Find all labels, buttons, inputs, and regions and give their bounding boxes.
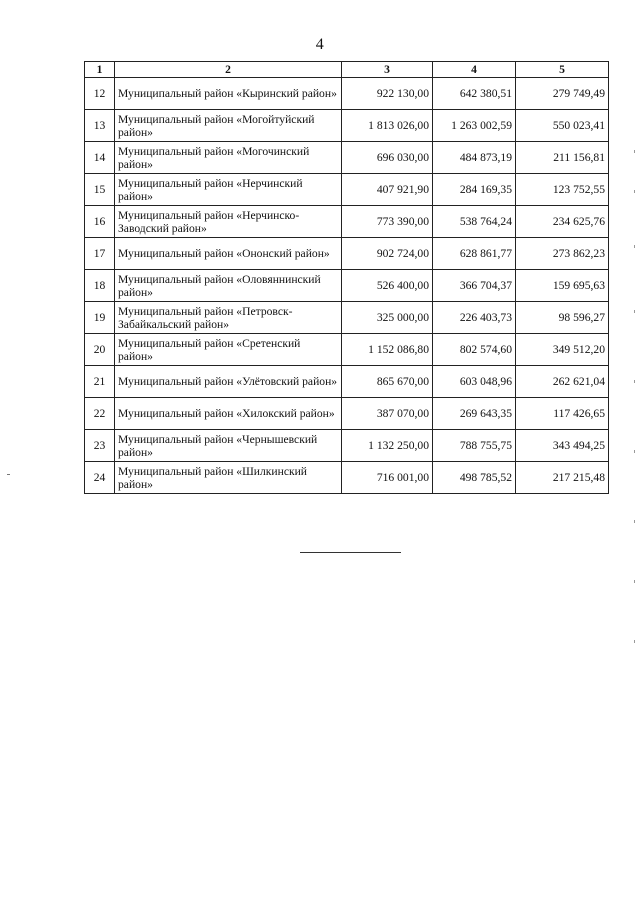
cell-number: 16 bbox=[85, 206, 115, 238]
column-header-1: 1 bbox=[85, 62, 115, 78]
cell-district-name: Муниципальный район «Кыринский район» bbox=[115, 78, 342, 110]
cell-value-col3: 1 813 026,00 bbox=[342, 110, 433, 142]
cell-value-col4: 788 755,75 bbox=[433, 430, 516, 462]
cell-district-name: Муниципальный район «Нерчинский район» bbox=[115, 174, 342, 206]
cell-number: 24 bbox=[85, 462, 115, 494]
cell-value-col5: 98 596,27 bbox=[516, 302, 609, 334]
cell-value-col5: 273 862,23 bbox=[516, 238, 609, 270]
table-row bbox=[85, 366, 609, 398]
signature-line bbox=[300, 552, 401, 553]
table-row bbox=[85, 270, 609, 302]
page-number: 4 bbox=[315, 36, 325, 53]
column-header-5: 5 bbox=[516, 62, 609, 78]
table-row bbox=[85, 110, 609, 142]
cell-number: 12 bbox=[85, 78, 115, 110]
table-row bbox=[85, 398, 609, 430]
column-header-3: 3 bbox=[342, 62, 433, 78]
cell-district-name: Муниципальный район «Улётовский район» bbox=[115, 366, 342, 398]
cell-district-name: Муниципальный район «Могочинский район» bbox=[115, 142, 342, 174]
cell-district-name: Муниципальный район «Оловяннинский район» bbox=[115, 270, 342, 302]
cell-value-col4: 628 861,77 bbox=[433, 238, 516, 270]
cell-value-col5: 234 625,76 bbox=[516, 206, 609, 238]
cell-district-name: Муниципальный район «Чернышевский район» bbox=[115, 430, 342, 462]
cell-value-col5: 349 512,20 bbox=[516, 334, 609, 366]
cell-value-col4: 603 048,96 bbox=[433, 366, 516, 398]
cell-value-col4: 498 785,52 bbox=[433, 462, 516, 494]
cell-value-col3: 696 030,00 bbox=[342, 142, 433, 174]
cell-value-col3: 902 724,00 bbox=[342, 238, 433, 270]
cell-district-name: Муниципальный район «Хилокский район» bbox=[115, 398, 342, 430]
cell-value-col4: 642 380,51 bbox=[433, 78, 516, 110]
cell-value-col5: 343 494,25 bbox=[516, 430, 609, 462]
cell-value-col5: 279 749,49 bbox=[516, 78, 609, 110]
cell-value-col4: 284 169,35 bbox=[433, 174, 516, 206]
table-row bbox=[85, 302, 609, 334]
cell-number: 20 bbox=[85, 334, 115, 366]
cell-value-col3: 387 070,00 bbox=[342, 398, 433, 430]
cell-number: 23 bbox=[85, 430, 115, 462]
cell-number: 15 bbox=[85, 174, 115, 206]
cell-value-col4: 226 403,73 bbox=[433, 302, 516, 334]
data-table bbox=[84, 61, 609, 494]
cell-value-col4: 802 574,60 bbox=[433, 334, 516, 366]
cell-value-col3: 407 921,90 bbox=[342, 174, 433, 206]
cell-number: 21 bbox=[85, 366, 115, 398]
cell-value-col5: 117 426,65 bbox=[516, 398, 609, 430]
table-row bbox=[85, 174, 609, 206]
cell-district-name: Муниципальный район «Сретенский район» bbox=[115, 334, 342, 366]
cell-district-name: Муниципальный район «Ононский район» bbox=[115, 238, 342, 270]
cell-value-col4: 538 764,24 bbox=[433, 206, 516, 238]
cell-district-name: Муниципальный район «Могойтуйский район» bbox=[115, 110, 342, 142]
table-body bbox=[85, 78, 609, 494]
cell-value-col4: 366 704,37 bbox=[433, 270, 516, 302]
cell-value-col4: 484 873,19 bbox=[433, 142, 516, 174]
cell-value-col4: 269 643,35 bbox=[433, 398, 516, 430]
cell-value-col5: 123 752,55 bbox=[516, 174, 609, 206]
cell-value-col5: 159 695,63 bbox=[516, 270, 609, 302]
table-row bbox=[85, 334, 609, 366]
cell-value-col5: 262 621,04 bbox=[516, 366, 609, 398]
cell-value-col3: 1 152 086,80 bbox=[342, 334, 433, 366]
table-row bbox=[85, 142, 609, 174]
cell-value-col5: 550 023,41 bbox=[516, 110, 609, 142]
table-row bbox=[85, 206, 609, 238]
table-header-row bbox=[85, 62, 609, 78]
cell-number: 14 bbox=[85, 142, 115, 174]
cell-number: 17 bbox=[85, 238, 115, 270]
cell-number: 22 bbox=[85, 398, 115, 430]
cell-value-col3: 773 390,00 bbox=[342, 206, 433, 238]
cell-value-col3: 526 400,00 bbox=[342, 270, 433, 302]
cell-value-col4: 1 263 002,59 bbox=[433, 110, 516, 142]
table-row bbox=[85, 238, 609, 270]
margin-mark bbox=[7, 474, 10, 475]
cell-district-name: Муниципальный район «Шилкинский район» bbox=[115, 462, 342, 494]
cell-value-col3: 922 130,00 bbox=[342, 78, 433, 110]
edge-marks bbox=[634, 150, 638, 670]
table-row bbox=[85, 78, 609, 110]
cell-district-name: Муниципальный район «Петровск-Забайкальский район» bbox=[115, 302, 342, 334]
cell-number: 18 bbox=[85, 270, 115, 302]
cell-value-col3: 716 001,00 bbox=[342, 462, 433, 494]
cell-number: 19 bbox=[85, 302, 115, 334]
cell-value-col3: 865 670,00 bbox=[342, 366, 433, 398]
column-header-2: 2 bbox=[115, 62, 342, 78]
column-header-4: 4 bbox=[433, 62, 516, 78]
cell-value-col5: 211 156,81 bbox=[516, 142, 609, 174]
cell-value-col3: 1 132 250,00 bbox=[342, 430, 433, 462]
cell-value-col5: 217 215,48 bbox=[516, 462, 609, 494]
cell-value-col3: 325 000,00 bbox=[342, 302, 433, 334]
cell-district-name: Муниципальный район «Нерчинско-Заводский район» bbox=[115, 206, 342, 238]
table-row bbox=[85, 430, 609, 462]
table-row bbox=[85, 462, 609, 494]
cell-number: 13 bbox=[85, 110, 115, 142]
